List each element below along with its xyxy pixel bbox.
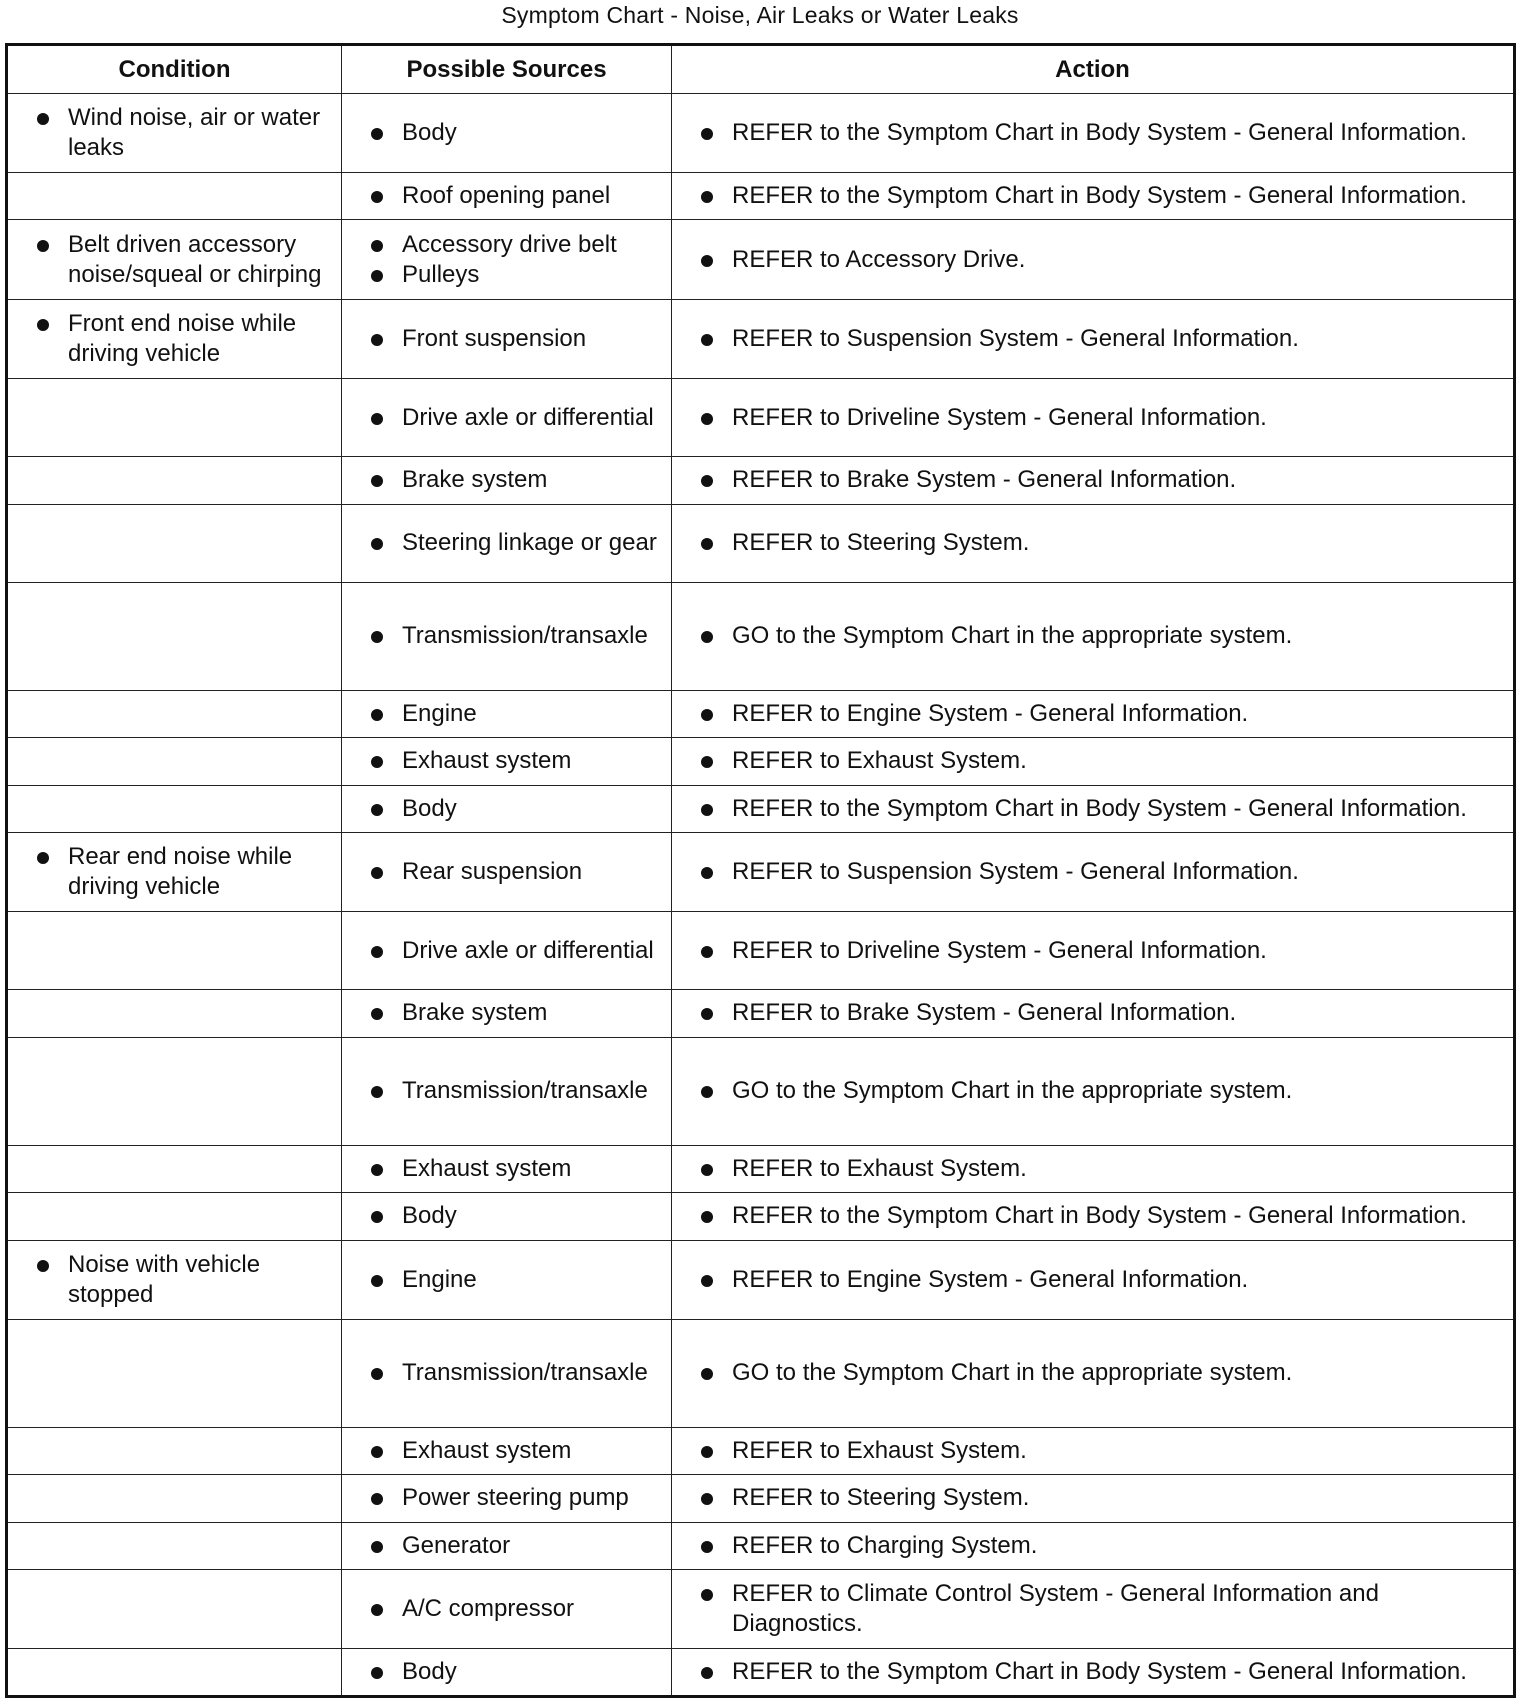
possible-sources-cell (342, 989, 672, 1037)
condition-text: Wind noise, air or water leaks (68, 103, 335, 163)
table-row (7, 1193, 1515, 1241)
source-item: Body (402, 1657, 663, 1687)
table-row (7, 1319, 1515, 1427)
source-item: Rear suspension (402, 857, 663, 887)
possible-sources-cell (342, 457, 672, 505)
condition-cell (7, 912, 342, 990)
action-cell (672, 989, 1515, 1037)
action-text: REFER to Exhaust System. (732, 1154, 1503, 1184)
table-body (7, 94, 1515, 1697)
table-row (7, 582, 1515, 690)
action-cell (672, 1240, 1515, 1319)
condition-cell (7, 1037, 342, 1145)
source-item: Transmission/transaxle (402, 1358, 663, 1388)
action-cell (672, 1522, 1515, 1570)
action-cell (672, 1193, 1515, 1241)
possible-sources-cell (342, 172, 672, 220)
table-row (7, 785, 1515, 833)
possible-sources-cell (342, 1240, 672, 1319)
condition-text: Rear end noise while driving vehicle (68, 842, 335, 902)
action-text: REFER to Brake System - General Information. (732, 998, 1503, 1028)
table-row (7, 912, 1515, 990)
action-text: REFER to Exhaust System. (732, 1436, 1503, 1466)
possible-sources-cell (342, 504, 672, 582)
action-text: REFER to the Symptom Chart in Body System - General Information. (732, 794, 1503, 824)
condition-cell (7, 1427, 342, 1475)
action-cell (672, 1649, 1515, 1697)
source-item: Pulleys (402, 260, 663, 290)
condition-cell (7, 1193, 342, 1241)
action-cell (672, 833, 1515, 912)
possible-sources-cell (342, 1522, 672, 1570)
table-row (7, 172, 1515, 220)
action-cell (672, 94, 1515, 173)
action-cell (672, 738, 1515, 786)
possible-sources-cell (342, 785, 672, 833)
action-text: REFER to Brake System - General Information. (732, 465, 1503, 495)
condition-cell (7, 989, 342, 1037)
source-item: Transmission/transaxle (402, 621, 663, 651)
action-cell (672, 300, 1515, 379)
action-text: REFER to Climate Control System - General Information and Diagnostics. (732, 1579, 1503, 1639)
condition-cell (7, 1570, 342, 1649)
condition-cell (7, 1319, 342, 1427)
source-item: Engine (402, 1265, 663, 1295)
table-row (7, 690, 1515, 738)
action-text: REFER to Exhaust System. (732, 746, 1503, 776)
possible-sources-cell (342, 1570, 672, 1649)
possible-sources-cell (342, 1649, 672, 1697)
possible-sources-cell (342, 1319, 672, 1427)
source-item: Body (402, 794, 663, 824)
possible-sources-cell (342, 1427, 672, 1475)
possible-sources-cell (342, 1145, 672, 1193)
condition-text: Noise with vehicle stopped (68, 1250, 335, 1310)
action-text: GO to the Symptom Chart in the appropriate system. (732, 1076, 1503, 1106)
action-cell (672, 1319, 1515, 1427)
possible-sources-cell (342, 1475, 672, 1523)
action-text: REFER to Steering System. (732, 528, 1503, 558)
action-text: REFER to Engine System - General Information. (732, 699, 1503, 729)
action-text: REFER to Driveline System - General Information. (732, 936, 1503, 966)
possible-sources-cell (342, 379, 672, 457)
possible-sources-cell (342, 1037, 672, 1145)
source-item: Drive axle or differential (402, 403, 663, 433)
possible-sources-cell (342, 300, 672, 379)
action-text: REFER to Suspension System - General Information. (732, 324, 1503, 354)
action-cell (672, 1145, 1515, 1193)
source-item: Generator (402, 1531, 663, 1561)
action-cell (672, 220, 1515, 300)
action-text: REFER to the Symptom Chart in Body System - General Information. (732, 118, 1503, 148)
source-item: Exhaust system (402, 1436, 663, 1466)
source-item: Drive axle or differential (402, 936, 663, 966)
condition-cell (7, 220, 342, 300)
condition-cell (7, 379, 342, 457)
header-condition: Condition (7, 45, 342, 94)
table-row (7, 1145, 1515, 1193)
action-cell (672, 912, 1515, 990)
action-cell (672, 504, 1515, 582)
action-cell (672, 785, 1515, 833)
action-text: REFER to Driveline System - General Information. (732, 403, 1503, 433)
action-text: REFER to the Symptom Chart in Body System - General Information. (732, 181, 1503, 211)
action-text: REFER to the Symptom Chart in Body System - General Information. (732, 1657, 1503, 1687)
action-cell (672, 1037, 1515, 1145)
source-item: Front suspension (402, 324, 663, 354)
source-item: Steering linkage or gear (402, 528, 663, 558)
action-text: REFER to Charging System. (732, 1531, 1503, 1561)
condition-cell (7, 1475, 342, 1523)
possible-sources-cell (342, 690, 672, 738)
condition-cell (7, 785, 342, 833)
action-cell (672, 690, 1515, 738)
condition-cell (7, 1145, 342, 1193)
table-row (7, 300, 1515, 379)
source-item: Engine (402, 699, 663, 729)
action-cell (672, 582, 1515, 690)
action-text: REFER to the Symptom Chart in Body System - General Information. (732, 1201, 1503, 1231)
table-row (7, 833, 1515, 912)
table-row (7, 94, 1515, 173)
source-item: Transmission/transaxle (402, 1076, 663, 1106)
table-row (7, 1427, 1515, 1475)
condition-cell (7, 582, 342, 690)
source-item: Exhaust system (402, 1154, 663, 1184)
action-cell (672, 1475, 1515, 1523)
source-item: Exhaust system (402, 746, 663, 776)
header-possible-sources: Possible Sources (342, 45, 672, 94)
table-row (7, 220, 1515, 300)
possible-sources-cell (342, 1193, 672, 1241)
condition-cell (7, 1240, 342, 1319)
action-cell (672, 379, 1515, 457)
source-item: Body (402, 1201, 663, 1231)
possible-sources-cell (342, 912, 672, 990)
action-cell (672, 1427, 1515, 1475)
condition-text: Belt driven accessory noise/squeal or chirping (68, 230, 335, 290)
table-row (7, 738, 1515, 786)
table-row (7, 379, 1515, 457)
table-row (7, 1649, 1515, 1697)
possible-sources-cell (342, 738, 672, 786)
action-text: REFER to Steering System. (732, 1483, 1503, 1513)
condition-text: Front end noise while driving vehicle (68, 309, 335, 369)
source-item: Brake system (402, 998, 663, 1028)
condition-cell (7, 504, 342, 582)
possible-sources-cell (342, 582, 672, 690)
possible-sources-cell (342, 220, 672, 300)
action-cell (672, 457, 1515, 505)
chart-title: Symptom Chart - Noise, Air Leaks or Water Leaks (501, 2, 1019, 28)
condition-cell (7, 94, 342, 173)
action-text: REFER to Engine System - General Information. (732, 1265, 1503, 1295)
action-text: REFER to Accessory Drive. (732, 245, 1503, 275)
action-text: REFER to Suspension System - General Information. (732, 857, 1503, 887)
action-text: GO to the Symptom Chart in the appropriate system. (732, 1358, 1503, 1388)
possible-sources-cell (342, 94, 672, 173)
condition-cell (7, 457, 342, 505)
condition-cell (7, 738, 342, 786)
source-item: A/C compressor (402, 1594, 663, 1624)
condition-cell (7, 172, 342, 220)
condition-cell (7, 1649, 342, 1697)
action-cell (672, 172, 1515, 220)
possible-sources-cell (342, 833, 672, 912)
table-row (7, 1240, 1515, 1319)
action-text: GO to the Symptom Chart in the appropriate system. (732, 621, 1503, 651)
source-item: Roof opening panel (402, 181, 663, 211)
source-item: Body (402, 118, 663, 148)
source-item: Accessory drive belt (402, 230, 663, 260)
condition-cell (7, 300, 342, 379)
condition-cell (7, 833, 342, 912)
symptom-chart-table (5, 43, 1516, 1698)
condition-cell (7, 1522, 342, 1570)
header-action: Action (672, 45, 1515, 94)
source-item: Brake system (402, 465, 663, 495)
table-row (7, 1522, 1515, 1570)
table-row (7, 989, 1515, 1037)
table-header-row (7, 45, 1515, 94)
source-item: Power steering pump (402, 1483, 663, 1513)
table-row (7, 457, 1515, 505)
action-cell (672, 1570, 1515, 1649)
condition-cell (7, 690, 342, 738)
table-row (7, 1475, 1515, 1523)
table-row (7, 1037, 1515, 1145)
table-row (7, 504, 1515, 582)
table-row (7, 1570, 1515, 1649)
